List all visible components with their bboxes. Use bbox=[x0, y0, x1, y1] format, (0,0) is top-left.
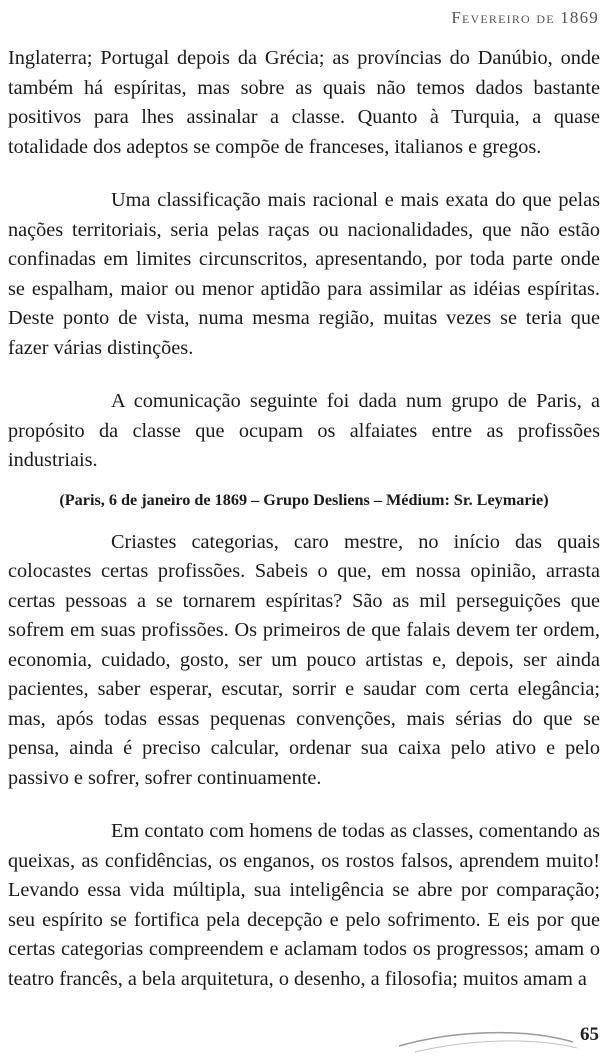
paragraph-message-1: Criastes categorias, caro mestre, no início das quais colocastes certas profissões. Sabeis o que, em nossa opinião, arrasta certas pessoas a se tornarem espíritas? São as mil perseguições que sofrem em suas profissões. Os primeiros de que falais devem ter ordem, economia, cuidado, gosto, ser um pouco artistas e, depois, ser ainda pacientes, saber esperar, escutar, sorrir e saudar com certa elegância; mas, após todas essas pequenas convenções, mais sérias do que se pensa, ainda é preciso calcular, ordenar sua caixa pelo ativo e pelo passivo e sofrer, sofrer continuamente. bbox=[8, 530, 600, 789]
page-body bbox=[8, 44, 600, 1018]
paragraph-continuation: Inglaterra; Portugal depois da Grécia; as províncias do Danúbio, onde também há espíritas, mas sobre as quais não temos dados bastante positivos para lhes assinalar a classe. Quanto à Turquia, a quase totalidade dos adeptos se compõe de franceses, italianos e gregos. bbox=[8, 47, 600, 158]
decorative-swash-icon bbox=[395, 1016, 607, 1057]
paragraph-communication-intro: A comunicação seguinte foi dada num grupo de Paris, a propósito da classe que ocupam os alfaiates entre as profissões industriais. bbox=[8, 390, 600, 471]
paragraph-classification: Uma classificação mais racional e mais exata do que pelas nações territoriais, seria pelas raças ou nacionalidades, que não estão confinadas em limites circunscritos, apresentando, por toda parte onde se espalham, maior ou menor aptidão para assimilar as idéias espíritas. Deste ponto de vista, numa mesma região, muitas vezes se teria que fazer várias distinções. bbox=[8, 189, 600, 359]
running-head: Fevereiro de 1869 bbox=[451, 8, 599, 27]
paragraph-message-2: Em contato com homens de todas as classes, comentando as queixas, as confidências, os enganos, os rostos falsos, aprendem muito! Levando essa vida múltipla, sua inteligência se abre por comparação; seu espírito se fortifica pela decepção e pelo sofrimento. E eis por que certas categorias compreendem e aclamam todos os progressos; amam o teatro francês, a bela arquitetura, o desenho, a filosofia; muitos amam a bbox=[8, 820, 600, 990]
communication-caption: (Paris, 6 de janeiro de 1869 – Grupo Desliens – Médium: Sr. Leymarie) bbox=[59, 490, 549, 509]
page-footer bbox=[395, 1016, 607, 1057]
page-number: 65 bbox=[580, 1024, 599, 1045]
